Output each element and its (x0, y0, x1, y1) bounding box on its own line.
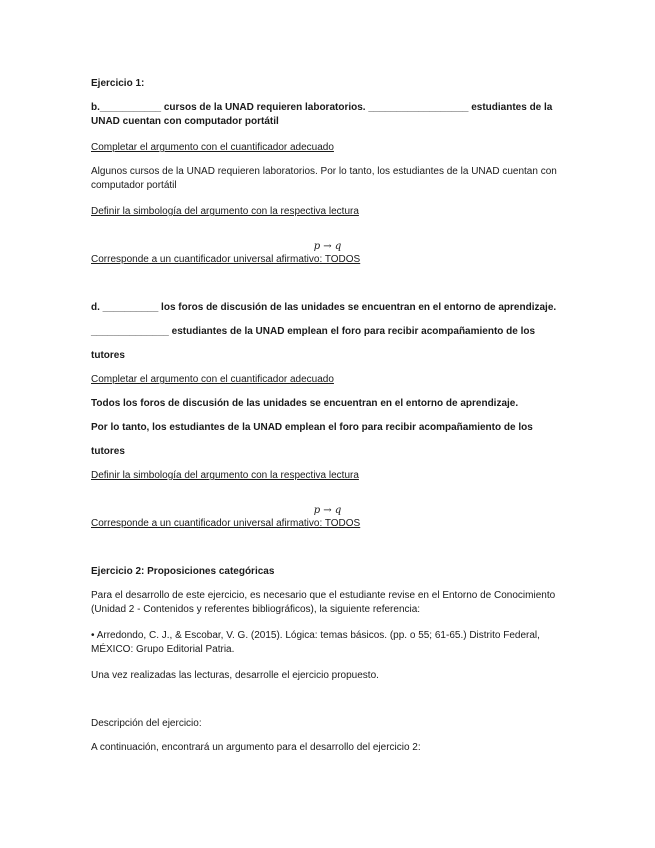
ejercicio1-b-instruction-symbology: Definir la simbología del argumento con la respectiva lectura (91, 206, 359, 217)
ejercicio2-intro: Para el desarrollo de este ejercicio, es necesario que el estudiante revise en el Entorno de Conocimiento (Unidad 2 - Contenidos y referentes bibliográficos), la siguiente referencia: (91, 590, 556, 615)
ejercicio1-d-statement-line1: d. __________ los foros de discusión de las unidades se encuentran en el entorno de aprendizaje. (91, 302, 557, 313)
ejercicio1-b-statement: b.___________ cursos de la UNAD requieren laboratorios. __________________ estudiantes de la UNAD cuentan con computador portátil (91, 102, 553, 127)
ejercicio2-reference: • Arredondo, C. J., & Escobar, V. G. (2015). Lógica: temas básicos. (pp. o 55; 61-65.) Distrito Federal, MÉXICO: Grupo Editorial Patria. (91, 630, 540, 655)
ejercicio1-d-answer-line3: tutores (91, 446, 125, 457)
ejercicio1-d-statement-line3: tutores (91, 350, 125, 361)
ejercicio1-d-conclusion: Corresponde a un cuantificador universal afirmativo: TODOS (91, 518, 361, 529)
ejercicio2-description: A continuación, encontrará un argumento para el desarrollo del ejercicio 2: (91, 742, 421, 753)
ejercicio1-d-answer-line1: Todos los foros de discusión de las unidades se encuentran en el entorno de aprendizaje. (91, 398, 519, 409)
ejercicio1-d-answer-line2: Por lo tanto, los estudiantes de la UNAD emplean el foro para recibir acompañamiento de los (91, 422, 533, 433)
ejercicio1-b-formula: p → q (313, 241, 342, 252)
ejercicio1-b-instruction-quantifier: Completar el argumento con el cuantificador adecuado (91, 142, 334, 153)
ejercicio2-description-title: Descripción del ejercicio: (91, 718, 202, 729)
ejercicio1-d-instruction-symbology: Definir la simbología del argumento con la respectiva lectura (91, 470, 359, 481)
ejercicio1-d-instruction-quantifier: Completar el argumento con el cuantificador adecuado (91, 374, 334, 385)
ejercicio1-title: Ejercicio 1: (91, 78, 145, 89)
ejercicio1-d-statement-line2: ______________ estudiantes de la UNAD emplean el foro para recibir acompañamiento de los (91, 326, 536, 337)
ejercicio1-b-answer: Algunos cursos de la UNAD requieren laboratorios. Por lo tanto, los estudiantes de la UNAD cuentan con computador portátil (91, 166, 557, 191)
ejercicio1-b-conclusion: Corresponde a un cuantificador universal afirmativo: TODOS (91, 254, 361, 265)
ejercicio2-title: Ejercicio 2: Proposiciones categóricas (91, 566, 275, 577)
ejercicio1-d-formula: p → q (313, 505, 342, 516)
ejercicio2-after-reading: Una vez realizadas las lecturas, desarrolle el ejercicio propuesto. (91, 670, 379, 681)
